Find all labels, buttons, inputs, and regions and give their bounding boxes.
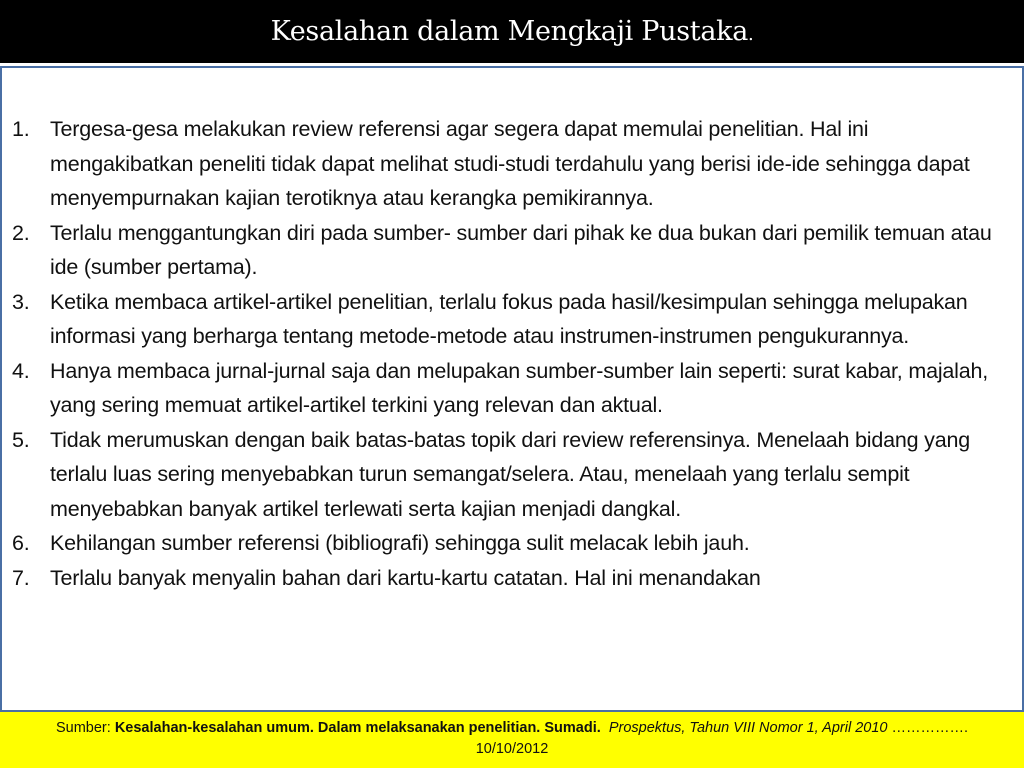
- list-item-number: 7.: [12, 565, 30, 590]
- list-item-number: 2.: [12, 220, 30, 245]
- list-item-number: 6.: [12, 531, 30, 555]
- list-item-text: Kehilangan sumber referensi (bibliografi) sehingga sulit melacak lebih jauh.: [50, 531, 750, 555]
- list-item-text: Terlalu menggantungkan diri pada sumber- sumber dari pihak ke dua bukan dari pemilik temuan atau ide (sumber pertama).: [50, 220, 992, 279]
- source-title: Kesalahan-kesalahan umum. Dalam melaksanakan penelitian. Sumadi.: [114, 720, 601, 736]
- list-item: [12, 526, 1017, 561]
- list-item-number: 1.: [12, 117, 30, 141]
- source-citation: [0, 710, 1024, 768]
- list-item: [12, 423, 1017, 527]
- list-item: [12, 216, 1017, 285]
- title-bar: [0, 0, 1024, 63]
- slide-title-text: Kesalahan dalam Mengkaji Pustaka: [270, 16, 748, 47]
- list-item-number: 4.: [12, 358, 30, 383]
- list-item-text: Hanya membaca jurnal-jurnal saja dan melupakan sumber-sumber lain seperti: surat kabar, majalah, yang sering memuat artikel-artikel terkini yang relevan dan aktual.: [50, 358, 989, 417]
- list-item: [12, 285, 1017, 354]
- content-frame: [0, 66, 1024, 712]
- source-date: ……………. 10/10/2012: [475, 720, 969, 757]
- list-item-number: 3.: [12, 289, 30, 314]
- point-list: [12, 112, 1017, 595]
- source-prefix: Sumber:: [55, 720, 115, 736]
- list-item: [12, 354, 1017, 423]
- list-item-text: Tergesa-gesa melakukan review referensi agar segera dapat memulai penelitian. Hal ini mengakibatkan peneliti tidak dapat melihat studi-studi terdahulu yang berisi ide-ide sehingga dapat menyempurnakan kajian terotiknya atau kerangka pemikirannya.: [50, 117, 970, 210]
- slide-title: [271, 16, 754, 47]
- list-item: [12, 561, 1017, 596]
- list-item: [12, 112, 1017, 216]
- source-publication: Prospektus, Tahun VIII Nomor 1, April 2010: [608, 720, 888, 736]
- list-item-text: Ketika membaca artikel-artikel penelitian, terlalu fokus pada hasil/kesimpulan sehingga melupakan informasi yang berharga tentang metode-metode atau instrumen-instrumen pengukurannya.: [50, 289, 968, 348]
- list-item-text: Terlalu banyak menyalin bahan dari kartu-kartu catatan. Hal ini menandakan: [50, 565, 761, 590]
- list-item-number: 5.: [12, 427, 30, 452]
- slide-title-dot: .: [748, 24, 754, 45]
- list-item-text: Tidak merumuskan dengan baik batas-batas topik dari review referensinya. Menelaah bidang yang terlalu luas sering menyebabkan turun semangat/selera. Atau, menelaah yang terlalu sempit menyebabkan banyak artikel terlewati serta kajian menjadi dangkal.: [50, 427, 970, 521]
